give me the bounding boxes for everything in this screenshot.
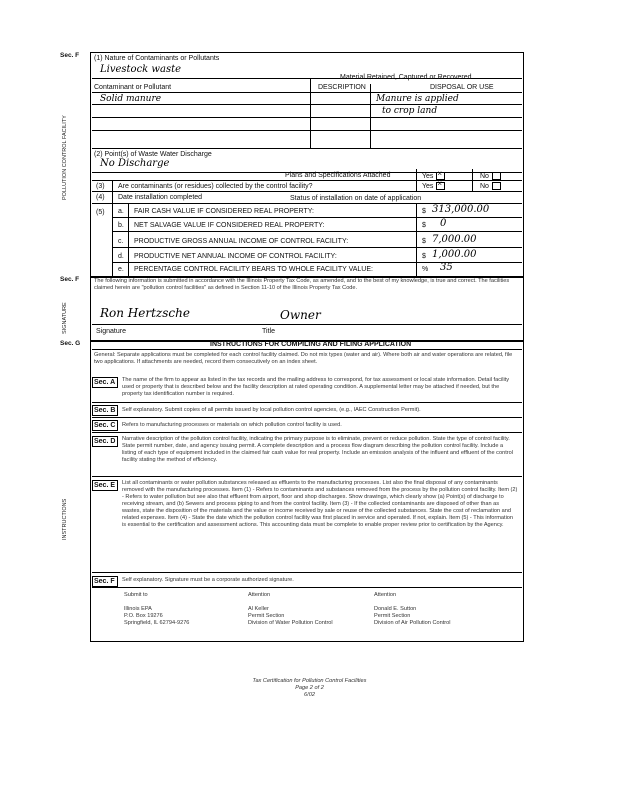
sec-f-side-label: POLLUTION CONTROL FACILITY [62,115,68,200]
pollutant-value: Solid manure [100,94,162,104]
item-d-letter: d. [118,253,124,260]
submit-label: Submit to [124,592,148,598]
sec-f-instr-tag: Sec. F [94,578,115,585]
contaminant-label: Contaminant or Pollutant [94,84,172,91]
address-air-line: Division of Air Pollution Control [374,619,451,626]
item-a-symbol: $ [422,208,426,215]
item-c-letter: c. [118,238,124,245]
item-d-label: PRODUCTIVE NET ANNUAL INCOME OF CONTROL FACILITY: [134,253,337,260]
signature-value[interactable]: Ron Hertzsche [100,306,190,320]
item-b-value: 0 [440,218,447,229]
address-epa [124,606,189,627]
q4-label: Date installation completed [118,194,203,201]
attention-label: Attention [248,592,271,598]
address-epa-line: Illinois EPA [124,606,152,612]
address-epa-line: Springfield, IL 62794-9276 [124,619,190,626]
title-value[interactable]: Owner [280,308,321,322]
item-a-letter: a. [118,208,124,215]
sec-g-tag: Sec. G [60,340,81,347]
q3-yes-label: Yes [422,182,434,190]
address-water-line: Division of Water Pollution Control [248,619,333,626]
q5-number: (5) [96,209,105,216]
q3-yes-checkbox[interactable] [436,182,445,190]
item-e-label: PERCENTAGE CONTROL FACILITY BEARS TO WHOLE FACILITY VALUE: [134,266,373,273]
footer-page: Page 2 of 2 [295,684,324,691]
sec-e-tag: Sec. E [94,482,116,489]
item-e-value: 35 [440,262,453,273]
item-b-symbol: $ [422,222,426,229]
q4-number: (4) [96,194,105,201]
sec-a-text: The name of the firm to appear as listed in the tax records and the mailing address to correspond, for tax assessment or local state information. Detail facility used or property that is described below and the facility description at rated operating condition. A supplemental letter may be attached if needed, but the property tax identification number is required. [122,377,510,397]
plans-no [480,172,501,180]
certification-text: The following information is submitted in accordance with the Illinois Property Tax Code, as amended, and to the best of my knowledge, is true and correct. The facilities claimed herein are "pollution control facilities" as defined in Section 11-10 of the Illinois Property Tax Code. [94,278,510,291]
plans-yes-label: Yes [422,172,434,180]
item-b-letter: b. [118,222,124,229]
plans-no-label: No [480,172,489,180]
plans-label: Plans and Specifications Attached [285,172,391,179]
q3-label: Are contaminants (or residues) collected by the control facility? [118,183,313,190]
instructions-general: General: Separate applications must be completed for each control facility claimed. Do not mix types (water and air). Where both air and water operations are related, file two applications. If attachments are needed, record them consecutively on an index sheet. [94,352,513,365]
contaminants-label: (1) Nature of Contaminants or Pollutants [94,55,220,62]
q3-no-checkbox[interactable] [492,182,501,190]
disposal-label: DISPOSAL OR USE [430,84,494,91]
point-value: No Discharge [100,158,170,169]
q3-yes [422,182,445,190]
sec-b-text: Self explanatory. Submit copies of all permits issued by local pollution control agencies, (e.g., IAEC Construction Permit). [122,407,421,413]
item-e-symbol: % [422,266,429,273]
item-c-symbol: $ [422,238,426,245]
attention2-label: Attention [374,592,397,598]
item-e-letter: e. [118,266,124,273]
description-label: DESCRIPTION [318,84,366,91]
address-air [374,606,450,627]
footer-title: Tax Certification for Pollution Control Facilities [252,678,367,684]
sec-f-instr-text: Self explanatory. Signature must be a corporate authorized signature. [122,577,294,583]
item-d-symbol: $ [422,253,426,260]
address-water-line: Permit Section [248,612,285,619]
sec-a-tag: Sec. A [94,379,116,386]
sec-c-tag: Sec. C [94,422,116,429]
address-air-line: Permit Section [374,612,411,619]
item-c-label: PRODUCTIVE GROSS ANNUAL INCOME OF CONTROL FACILITY: [134,238,349,245]
title-label: Title [262,328,275,335]
sec-f-tag: Sec. F [60,52,80,59]
sec-e-text: List all contaminants or water pollution substances released as effluents to the manufacturing processes. List also the final disposal of any contaminants removed with the manufacturing processes. Item (1) - Refers to contaminants and substances removed from the process by the pollution control facility. Item (2) - Refers to water pollution but see also that effluent from airport, floor and shop discharges. Show drawings, which clearly show (a) Point(s) of discharge to receiving stream, and (b) Sewers and process piping to and from the control facility. Item (3) - If the collected contaminants are disposed of other than as wastes, state the disposition of the materials and the value or income received by sale or reuse of the collected substances. State the cost of reclamation and related expenses. Item (4) - State the date which the pollution control facility was first placed in service and operated. If not, explain. Item (5) - This information is essential to the certification and assessment actions. This accounting data must be complete to enable proper review prior to certification by the Agency. [122,480,518,528]
material-header: Material Retained, Captured or Recovered [340,74,472,81]
item-d-value: 1,000.00 [432,249,477,260]
sec-b-tag: Sec. B [94,407,116,414]
point-label: (2) Point(s) of Waste Water Discharge [94,151,212,158]
sec-d-text: Narrative description of the pollution control facility, indicating the primary purpose is to eliminate, prevent or reduce pollution. State the type of control facility. State permit number, date, and agency issuing permit. A complete description and a process flow diagram describing the pollution control facility. Include a listing of each type of equipment included in the claimed fair cash value for real property. Include an emission analysis of the influent and effluent of the control facility stating the method of efficiency. [122,436,513,463]
instructions-title: INSTRUCTIONS FOR COMPILING AND FILING APPLICATION [210,341,412,348]
address-epa-line: P.O. Box 19276 [124,612,163,619]
sec-g-side-label: INSTRUCTIONS [62,498,68,540]
sec-c-text: Refers to manufacturing processes or materials on which pollution control facility is used. [122,422,342,428]
disposal-value-2: to crop land [382,106,438,116]
address-air-line: Donald E. Sutton [374,606,417,612]
disposal-value-1: Manure is applied [376,94,459,104]
footer [0,678,619,699]
item-b-label: NET SALVAGE VALUE IF CONSIDERED REAL PROPERTY: [134,222,325,229]
item-a-value: 313,000.00 [432,204,490,215]
address-water-line: Al Keller [248,606,269,612]
item-c-value: 7,000.00 [432,234,477,245]
q4-status: Status of installation on date of application [290,195,422,202]
footer-date: 6/02 [304,691,315,698]
contaminants-value: Livestock waste [100,64,182,75]
q3-no-label: No [480,182,489,190]
plans-no-checkbox[interactable] [492,172,501,180]
q3-no [480,182,501,190]
item-a-label: FAIR CASH VALUE IF CONSIDERED REAL PROPERTY: [134,208,314,215]
address-water [248,606,333,627]
sec-f2-side-label: SIGNATURE [62,302,68,334]
signature-label: Signature [96,328,126,335]
sec-f2-tag: Sec. F [60,276,80,283]
q3-number: (3) [96,183,105,190]
sec-d-tag: Sec. D [94,438,116,445]
